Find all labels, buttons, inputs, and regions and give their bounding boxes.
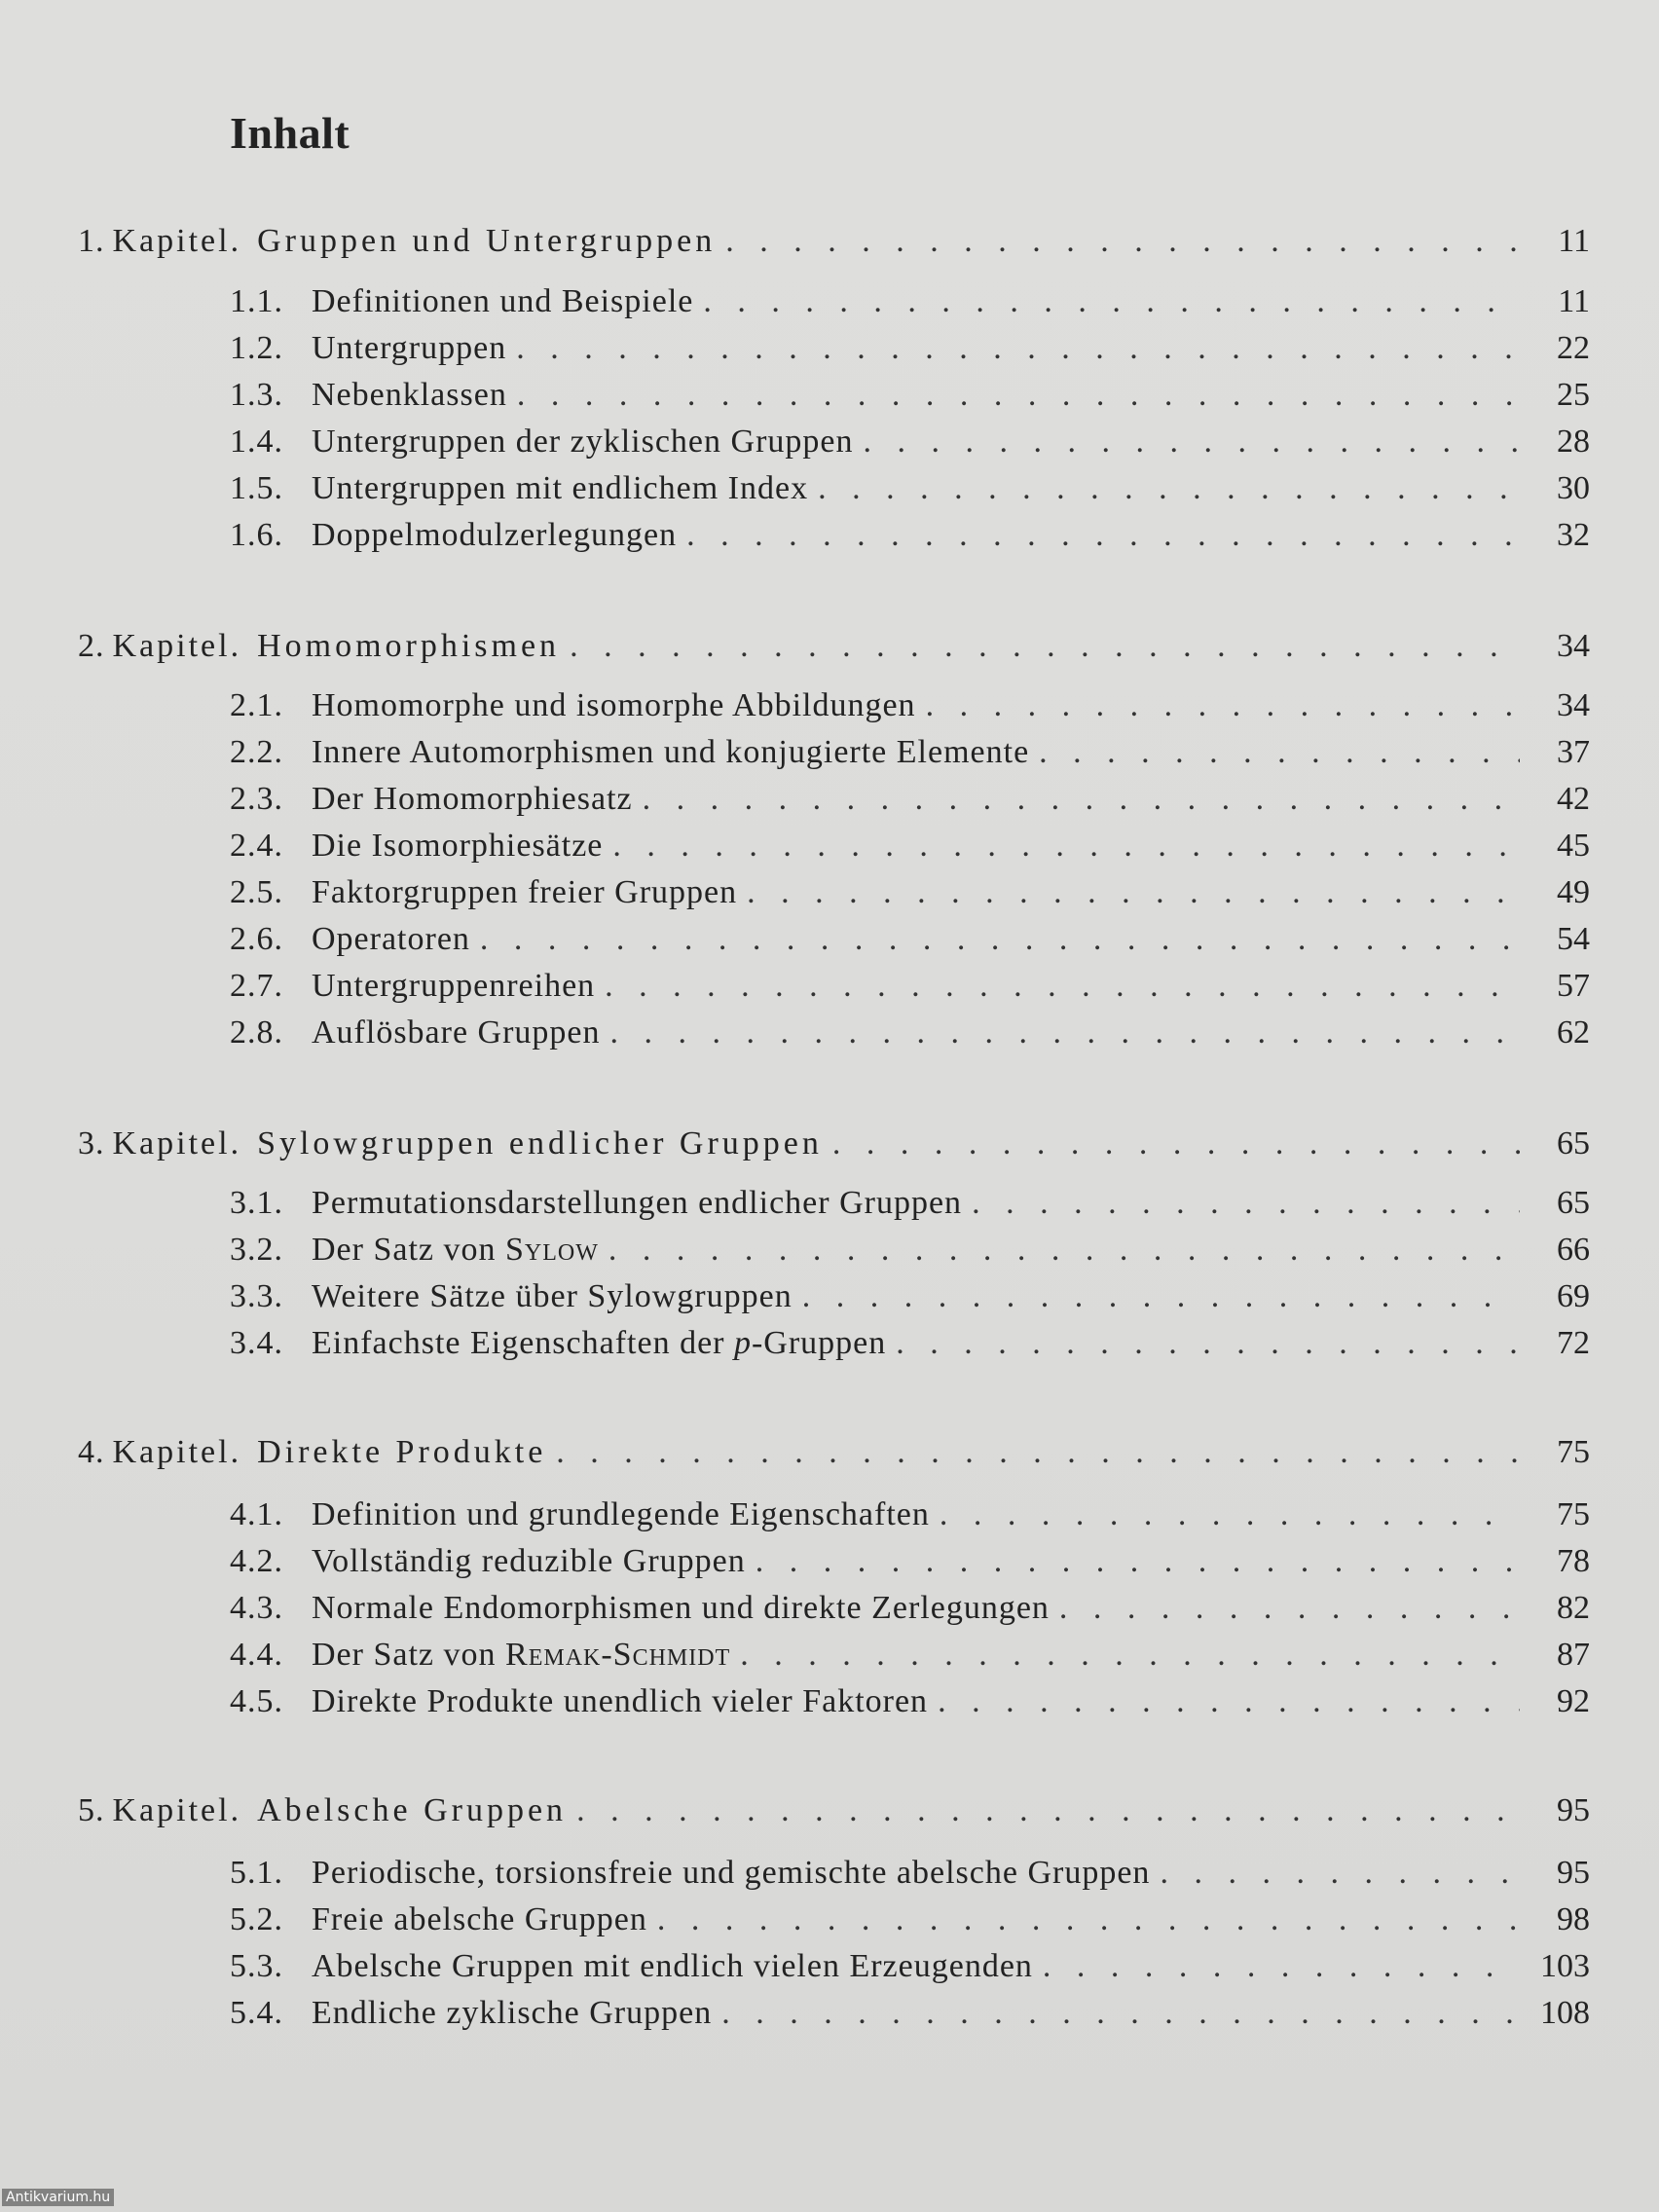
page-number: 34 (1557, 628, 1590, 664)
page-number: 103 (1540, 1948, 1590, 1984)
author-name: Sylow (505, 1232, 599, 1268)
chapter-label: Kapitel. (112, 1434, 242, 1470)
page-number: 87 (1557, 1637, 1590, 1673)
toc-section-1-6 (230, 514, 1590, 557)
chapter-title: Gruppen und Untergruppen (257, 223, 717, 259)
section-number: 1.5. (230, 470, 283, 506)
section-title-text: Einfachste Eigenschaften der (312, 1325, 734, 1361)
page-number: 82 (1557, 1590, 1590, 1626)
dot-leader (576, 1789, 1520, 1832)
section-number: 2.2. (230, 734, 283, 770)
page-number: 25 (1557, 377, 1590, 413)
section-title: Normale Endomorphismen und direkte Zerlegungen (312, 1590, 1050, 1626)
section-title: Definition und grundlegende Eigenschaften (312, 1496, 930, 1532)
toc-section-1-1 (230, 280, 1590, 323)
chapter-number: 2. (78, 628, 105, 664)
dot-leader (756, 1540, 1520, 1583)
dot-leader (1039, 731, 1520, 774)
section-title: Untergruppen (312, 330, 507, 366)
section-title: Die Isomorphiesätze (312, 828, 604, 864)
section-number: 5.3. (230, 1948, 283, 1984)
chapter-number: 4. (78, 1434, 105, 1470)
page-number: 45 (1557, 828, 1590, 864)
dot-leader (608, 1229, 1520, 1272)
chapter-label: Kapitel. (112, 628, 242, 664)
section-title: Untergruppen mit endlichem Index (312, 470, 809, 506)
section-title: Direkte Produkte unendlich vieler Faktoren (312, 1683, 929, 1719)
dot-leader (570, 625, 1520, 668)
section-title: Doppelmodulzerlegungen (312, 517, 678, 553)
section-number: 2.6. (230, 921, 283, 957)
toc-section-1-4 (230, 421, 1590, 463)
dot-leader (940, 1493, 1520, 1536)
toc-chapter-4 (78, 1431, 1590, 1474)
toc-section-2-7 (230, 965, 1590, 1008)
dot-leader (657, 1899, 1520, 1941)
dot-leader (802, 1275, 1520, 1318)
toc-chapter-3 (78, 1123, 1590, 1165)
author-name: Remak-Schmidt (505, 1637, 731, 1673)
section-number: 3.2. (230, 1232, 283, 1268)
section-title: Periodische, torsionsfreie und gemischte abelsche Gruppen (312, 1855, 1151, 1891)
dot-leader (610, 1012, 1520, 1054)
page-number: 108 (1540, 1995, 1590, 2031)
toc-chapter-5 (78, 1789, 1590, 1832)
toc-section-1-5 (230, 467, 1590, 510)
chapter-label: Kapitel. (112, 1792, 242, 1828)
dot-leader (972, 1182, 1520, 1225)
section-number: 5.1. (230, 1855, 283, 1891)
page-number: 42 (1557, 781, 1590, 817)
section-title: Freie abelsche Gruppen (312, 1901, 647, 1937)
toc-section-2-3 (230, 778, 1590, 821)
dot-leader (517, 374, 1520, 417)
section-number: 1.4. (230, 424, 283, 460)
chapter-title: Direkte Produkte (257, 1434, 547, 1470)
page-number: 95 (1557, 1855, 1590, 1891)
dot-leader (612, 825, 1520, 867)
section-title: Der Homomorphiesatz (312, 781, 633, 817)
toc-section-4-1 (230, 1493, 1590, 1536)
toc-section-3-1 (230, 1182, 1590, 1225)
chapter-title: Sylowgruppen endlicher Gruppen (257, 1125, 823, 1161)
page-number: 57 (1557, 968, 1590, 1004)
section-number: 3.1. (230, 1185, 283, 1221)
page-number: 62 (1557, 1014, 1590, 1051)
toc-section-2-4 (230, 825, 1590, 867)
page-number: 92 (1557, 1683, 1590, 1719)
toc-section-2-1 (230, 684, 1590, 727)
section-number: 4.3. (230, 1590, 283, 1626)
page-number: 75 (1557, 1434, 1590, 1470)
toc-section-3-2 (230, 1229, 1590, 1272)
page-number: 32 (1557, 517, 1590, 553)
page-number: 54 (1557, 921, 1590, 957)
section-number: 2.3. (230, 781, 283, 817)
dot-leader (1059, 1587, 1520, 1630)
page-number: 75 (1557, 1496, 1590, 1532)
toc-section-2-8 (230, 1012, 1590, 1054)
page-number: 72 (1557, 1325, 1590, 1361)
page-number: 49 (1557, 874, 1590, 910)
section-title: Vollständig reduzible Gruppen (312, 1543, 746, 1579)
chapter-title: Homomorphismen (257, 628, 561, 664)
section-title: Faktorgruppen freier Gruppen (312, 874, 738, 910)
page-number: 34 (1557, 687, 1590, 723)
section-number: 3.4. (230, 1325, 283, 1361)
toc-section-3-4 (230, 1322, 1590, 1365)
page-number: 95 (1557, 1792, 1590, 1828)
section-number: 4.5. (230, 1683, 283, 1719)
section-number: 3.3. (230, 1278, 283, 1314)
section-title-text: Der Satz von (312, 1232, 506, 1268)
section-number: 4.2. (230, 1543, 283, 1579)
toc-chapter-1 (78, 220, 1590, 263)
section-number: 5.2. (230, 1901, 283, 1937)
dot-leader (832, 1123, 1520, 1165)
page-number: 28 (1557, 424, 1590, 460)
section-title: Operatoren (312, 921, 470, 957)
page-number: 66 (1557, 1232, 1590, 1268)
page-number: 78 (1557, 1543, 1590, 1579)
page-number: 65 (1557, 1185, 1590, 1221)
dot-leader (747, 871, 1520, 914)
toc-section-2-5 (230, 871, 1590, 914)
toc-section-5-1 (230, 1852, 1590, 1895)
chapter-label: Kapitel. (112, 1125, 242, 1161)
toc-section-2-2 (230, 731, 1590, 774)
dot-leader (896, 1322, 1520, 1365)
section-title-text: Der Satz von (312, 1637, 506, 1673)
chapter-title: Abelsche Gruppen (257, 1792, 568, 1828)
section-title: Innere Automorphismen und konjugierte Elemente (312, 734, 1030, 770)
dot-leader (686, 514, 1520, 557)
section-number: 1.2. (230, 330, 283, 366)
section-title (312, 1229, 599, 1272)
section-title: Permutationsdarstellungen endlicher Gruppen (312, 1185, 963, 1221)
chapter-number: 3. (78, 1125, 105, 1161)
section-number: 1.6. (230, 517, 283, 553)
toc-section-1-3 (230, 374, 1590, 417)
watermark: Antikvarium.hu (2, 2189, 114, 2206)
dot-leader (556, 1431, 1520, 1474)
toc-section-3-3 (230, 1275, 1590, 1318)
toc-section-4-5 (230, 1680, 1590, 1723)
section-title: Nebenklassen (312, 377, 507, 413)
page-number: 11 (1558, 223, 1590, 259)
dot-leader (864, 421, 1521, 463)
section-number: 5.4. (230, 1995, 283, 2031)
chapter-number: 5. (78, 1792, 105, 1828)
chapter-number: 1. (78, 223, 105, 259)
toc-chapter-2 (78, 625, 1590, 668)
section-number: 2.8. (230, 1014, 283, 1051)
section-number: 2.4. (230, 828, 283, 864)
page-number: 98 (1557, 1901, 1590, 1937)
section-title: Definitionen und Beispiele (312, 283, 694, 319)
dot-leader (605, 965, 1520, 1008)
dot-leader (643, 778, 1520, 821)
toc-section-5-3 (230, 1945, 1590, 1988)
page-number: 37 (1557, 734, 1590, 770)
section-title: Weitere Sätze über Sylowgruppen (312, 1278, 793, 1314)
dot-leader (1160, 1852, 1520, 1895)
math-variable: p (733, 1325, 752, 1361)
dot-leader (938, 1680, 1520, 1723)
page-number: 11 (1558, 283, 1590, 319)
toc-section-5-4 (230, 1992, 1590, 2035)
section-number: 4.4. (230, 1637, 283, 1673)
section-title: Untergruppen der zyklischen Gruppen (312, 424, 854, 460)
toc-section-2-6 (230, 918, 1590, 961)
dot-leader (703, 280, 1520, 323)
dot-leader (725, 220, 1520, 263)
toc-section-4-4 (230, 1634, 1590, 1677)
section-title (312, 1634, 730, 1677)
section-title-text: -Gruppen (751, 1325, 887, 1361)
dot-leader (818, 467, 1520, 510)
dot-leader (516, 327, 1520, 370)
dot-leader (721, 1992, 1520, 2035)
dot-leader (740, 1634, 1520, 1677)
section-title: Abelsche Gruppen mit endlich vielen Erzeugenden (312, 1948, 1033, 1984)
chapter-label: Kapitel. (112, 223, 242, 259)
toc-section-4-3 (230, 1587, 1590, 1630)
page-number: 69 (1557, 1278, 1590, 1314)
section-title: Homomorphe und isomorphe Abbildungen (312, 687, 916, 723)
dot-leader (1043, 1945, 1520, 1988)
toc-section-4-2 (230, 1540, 1590, 1583)
page-number: 65 (1557, 1125, 1590, 1161)
toc-section-1-2 (230, 327, 1590, 370)
section-title: Untergruppenreihen (312, 968, 596, 1004)
section-number: 1.1. (230, 283, 283, 319)
page-title: Inhalt (230, 108, 350, 158)
dot-leader (926, 684, 1520, 727)
section-title: Auflösbare Gruppen (312, 1014, 601, 1051)
page-number: 22 (1557, 330, 1590, 366)
toc-section-5-2 (230, 1899, 1590, 1941)
section-title: Endliche zyklische Gruppen (312, 1995, 713, 2031)
section-number: 2.5. (230, 874, 283, 910)
section-title (312, 1322, 886, 1365)
section-number: 2.1. (230, 687, 283, 723)
section-number: 1.3. (230, 377, 283, 413)
page-number: 30 (1557, 470, 1590, 506)
section-number: 4.1. (230, 1496, 283, 1532)
section-number: 2.7. (230, 968, 283, 1004)
dot-leader (480, 918, 1520, 961)
